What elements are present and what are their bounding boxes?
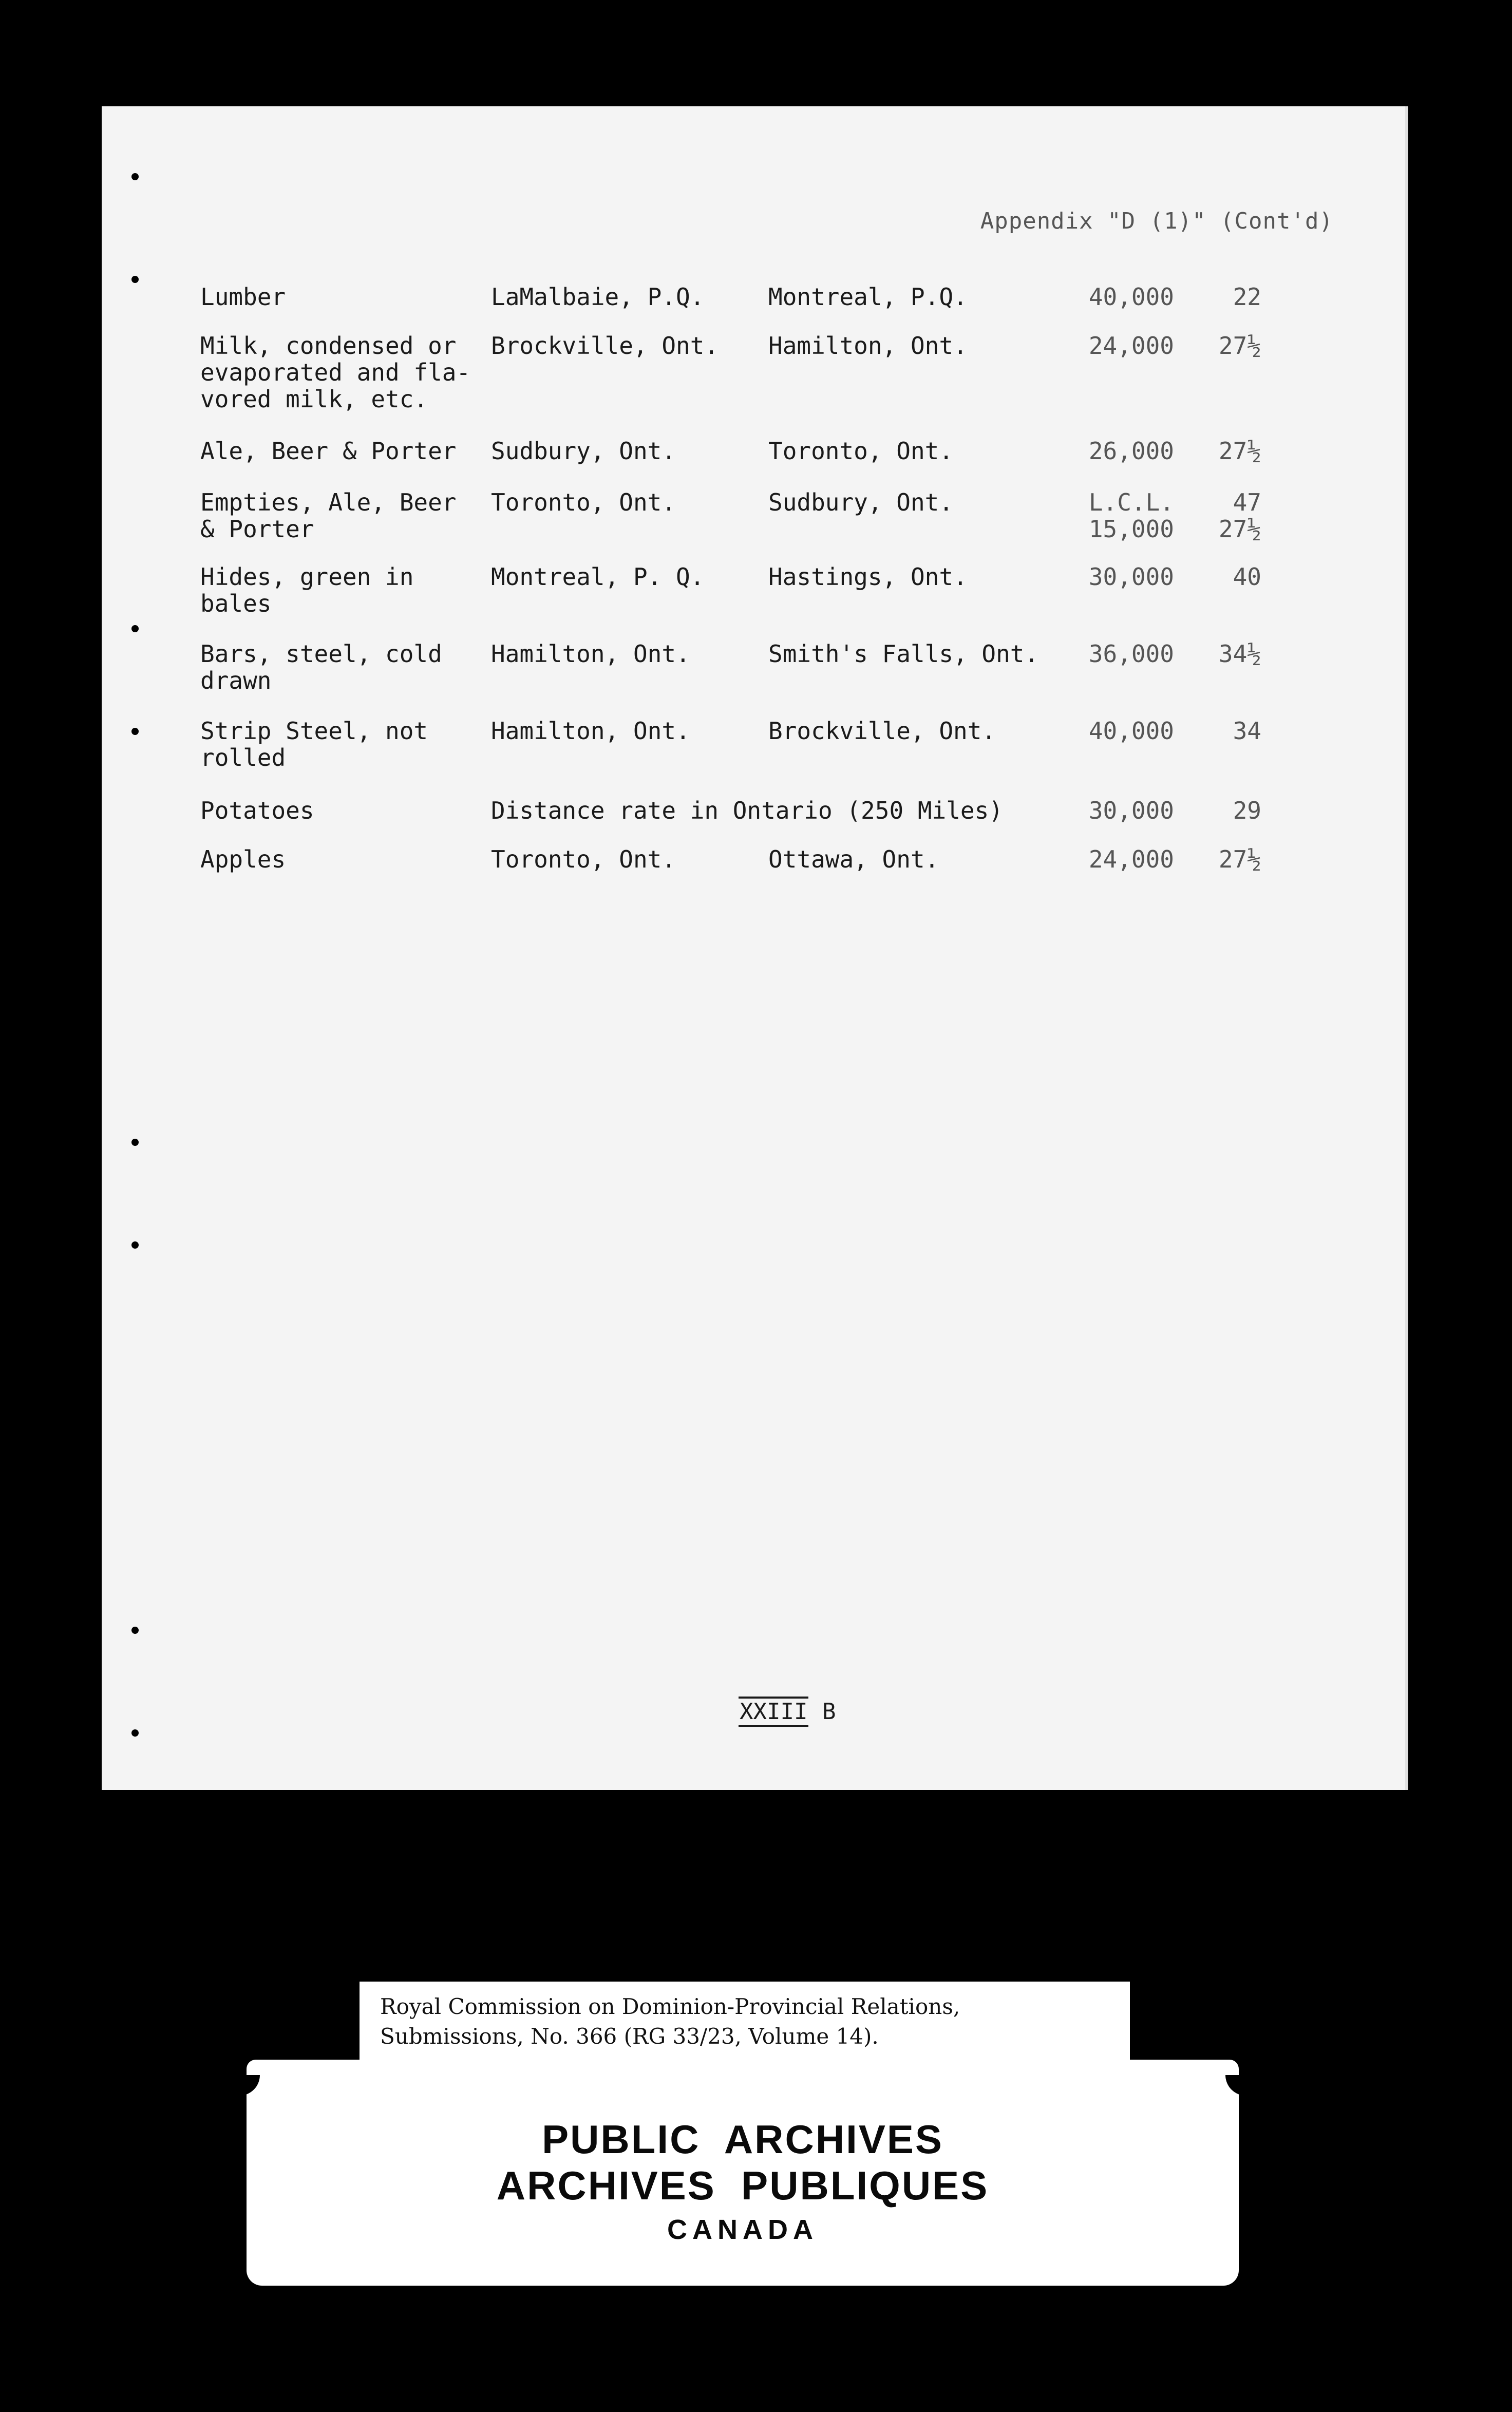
rate-text: 34 xyxy=(1233,717,1261,745)
to-cell xyxy=(768,846,939,873)
from-text: LaMalbaie, P.Q. xyxy=(491,283,705,311)
to-text: Hamilton, Ont. xyxy=(768,332,968,360)
stamp-line-1: PUBLIC ARCHIVES xyxy=(542,2117,943,2162)
from-cell xyxy=(491,640,690,667)
page-code-number: XXIII xyxy=(739,1697,808,1727)
weight-cell xyxy=(1061,563,1174,590)
from-cell xyxy=(491,718,690,744)
commodity-text: Ale, Beer & Porter xyxy=(200,437,457,465)
commodity-cell xyxy=(200,563,413,617)
commodity-text: Potatoes xyxy=(200,797,314,824)
to-text: Ottawa, Ont. xyxy=(768,845,939,873)
commodity-text: evaporated and fla- xyxy=(200,359,471,386)
weight-cell xyxy=(1061,489,1174,542)
weight-cell xyxy=(1061,284,1174,310)
from-text: Montreal, P. Q. xyxy=(491,563,705,591)
rate-cell xyxy=(1195,489,1261,542)
rate-cell xyxy=(1195,284,1261,310)
from-cell xyxy=(491,438,676,464)
rate-text: 47 xyxy=(1233,488,1261,516)
document-page xyxy=(102,106,1408,1790)
public-archives-stamp xyxy=(247,2060,1239,2286)
from-text: Toronto, Ont. xyxy=(491,845,676,873)
from-text: Hamilton, Ont. xyxy=(491,640,690,668)
from-text: Hamilton, Ont. xyxy=(491,717,690,745)
commodity-cell xyxy=(200,438,457,464)
from-cell xyxy=(491,489,676,516)
weight-text: 30,000 xyxy=(1088,797,1174,824)
punch-hole xyxy=(131,1139,139,1146)
weight-cell xyxy=(1061,640,1174,667)
weight-cell xyxy=(1061,332,1174,359)
commodity-cell xyxy=(200,846,286,873)
to-cell xyxy=(768,718,996,744)
from-text: Distance rate in Ontario (250 Miles) xyxy=(491,797,1003,824)
punch-hole xyxy=(131,625,139,632)
commodity-text: Hides, green in xyxy=(200,563,414,591)
rate-text: 27½ xyxy=(1218,332,1261,360)
weight-cell xyxy=(1061,846,1174,873)
punch-hole xyxy=(131,1241,139,1249)
from-cell xyxy=(491,332,719,359)
commodity-text: bales xyxy=(200,590,272,617)
punch-hole xyxy=(131,173,139,180)
rate-text: 27½ xyxy=(1218,437,1261,465)
commodity-cell xyxy=(200,284,286,310)
commodity-text: Strip Steel, not xyxy=(200,717,428,745)
to-text: Brockville, Ont. xyxy=(768,717,996,745)
commodity-text: vored milk, etc. xyxy=(200,385,428,413)
to-text: Toronto, Ont. xyxy=(768,437,954,465)
punch-hole xyxy=(131,1627,139,1634)
rate-text: 34½ xyxy=(1218,640,1261,668)
to-cell xyxy=(768,438,953,464)
from-text: Sudbury, Ont. xyxy=(491,437,676,465)
rate-cell xyxy=(1195,438,1261,464)
to-text: Hastings, Ont. xyxy=(768,563,968,591)
commodity-text: Bars, steel, cold xyxy=(200,640,442,668)
weight-cell xyxy=(1061,718,1174,744)
weight-text: 24,000 xyxy=(1088,845,1174,873)
stamp-fold-left xyxy=(239,2075,260,2096)
to-text: Sudbury, Ont. xyxy=(768,488,954,516)
page-code xyxy=(739,1699,836,1725)
from-cell xyxy=(491,563,704,590)
appendix-header: Appendix "D (1)" (Cont'd) xyxy=(980,208,1333,234)
rate-cell xyxy=(1195,332,1261,359)
archive-label-line-1: Royal Commission on Dominion-Provincial Relations, xyxy=(380,1994,960,2019)
to-cell xyxy=(768,489,953,516)
page-code-suffix: B xyxy=(808,1699,836,1725)
weight-text: 24,000 xyxy=(1088,332,1174,360)
commodity-cell xyxy=(200,489,457,542)
punch-hole xyxy=(131,276,139,283)
weight-text: 36,000 xyxy=(1088,640,1174,668)
stamp-fold-right xyxy=(1225,2075,1246,2096)
commodity-text: drawn xyxy=(200,667,272,694)
rate-text: 29 xyxy=(1233,797,1261,824)
weight-text: 26,000 xyxy=(1088,437,1174,465)
archive-label-line-2: Submissions, No. 366 (RG 33/23, Volume 14). xyxy=(380,2024,879,2049)
commodity-cell xyxy=(200,640,442,694)
weight-text: 30,000 xyxy=(1088,563,1174,591)
weight-text: 40,000 xyxy=(1088,717,1174,745)
from-cell xyxy=(491,284,704,310)
to-cell xyxy=(768,284,968,310)
punch-hole xyxy=(131,1729,139,1737)
from-cell xyxy=(491,797,1003,824)
commodity-cell xyxy=(200,332,470,412)
rate-text: 27½ xyxy=(1218,845,1261,873)
commodity-cell xyxy=(200,718,428,771)
weight-cell xyxy=(1061,438,1174,464)
commodity-text: rolled xyxy=(200,744,286,771)
rate-text: 40 xyxy=(1233,563,1261,591)
rate-cell xyxy=(1195,563,1261,590)
weight-text: 40,000 xyxy=(1088,283,1174,311)
rate-text: 22 xyxy=(1233,283,1261,311)
to-cell xyxy=(768,332,968,359)
commodity-text: Lumber xyxy=(200,283,286,311)
to-text: Montreal, P.Q. xyxy=(768,283,968,311)
from-text: Brockville, Ont. xyxy=(491,332,719,360)
rate-cell xyxy=(1195,640,1261,667)
punch-hole xyxy=(131,728,139,735)
stamp-line-3: CANADA xyxy=(667,2214,818,2245)
weight-cell xyxy=(1061,797,1174,824)
rate-text: 27½ xyxy=(1218,515,1261,543)
rate-cell xyxy=(1195,797,1261,824)
commodity-text: Milk, condensed or xyxy=(200,332,457,360)
weight-text: L.C.L. xyxy=(1088,488,1174,516)
rate-cell xyxy=(1195,846,1261,873)
to-cell xyxy=(768,563,968,590)
archive-reference-label xyxy=(360,1982,1130,2060)
weight-text: 15,000 xyxy=(1088,515,1174,543)
commodity-text: Apples xyxy=(200,845,286,873)
commodity-text: & Porter xyxy=(200,515,314,543)
rate-cell xyxy=(1195,718,1261,744)
from-cell xyxy=(491,846,676,873)
commodity-text: Empties, Ale, Beer xyxy=(200,488,457,516)
to-text: Smith's Falls, Ont. xyxy=(768,640,1039,668)
stamp-line-2: ARCHIVES PUBLIQUES xyxy=(496,2163,989,2208)
to-cell xyxy=(768,640,1038,667)
from-text: Toronto, Ont. xyxy=(491,488,676,516)
commodity-cell xyxy=(200,797,314,824)
